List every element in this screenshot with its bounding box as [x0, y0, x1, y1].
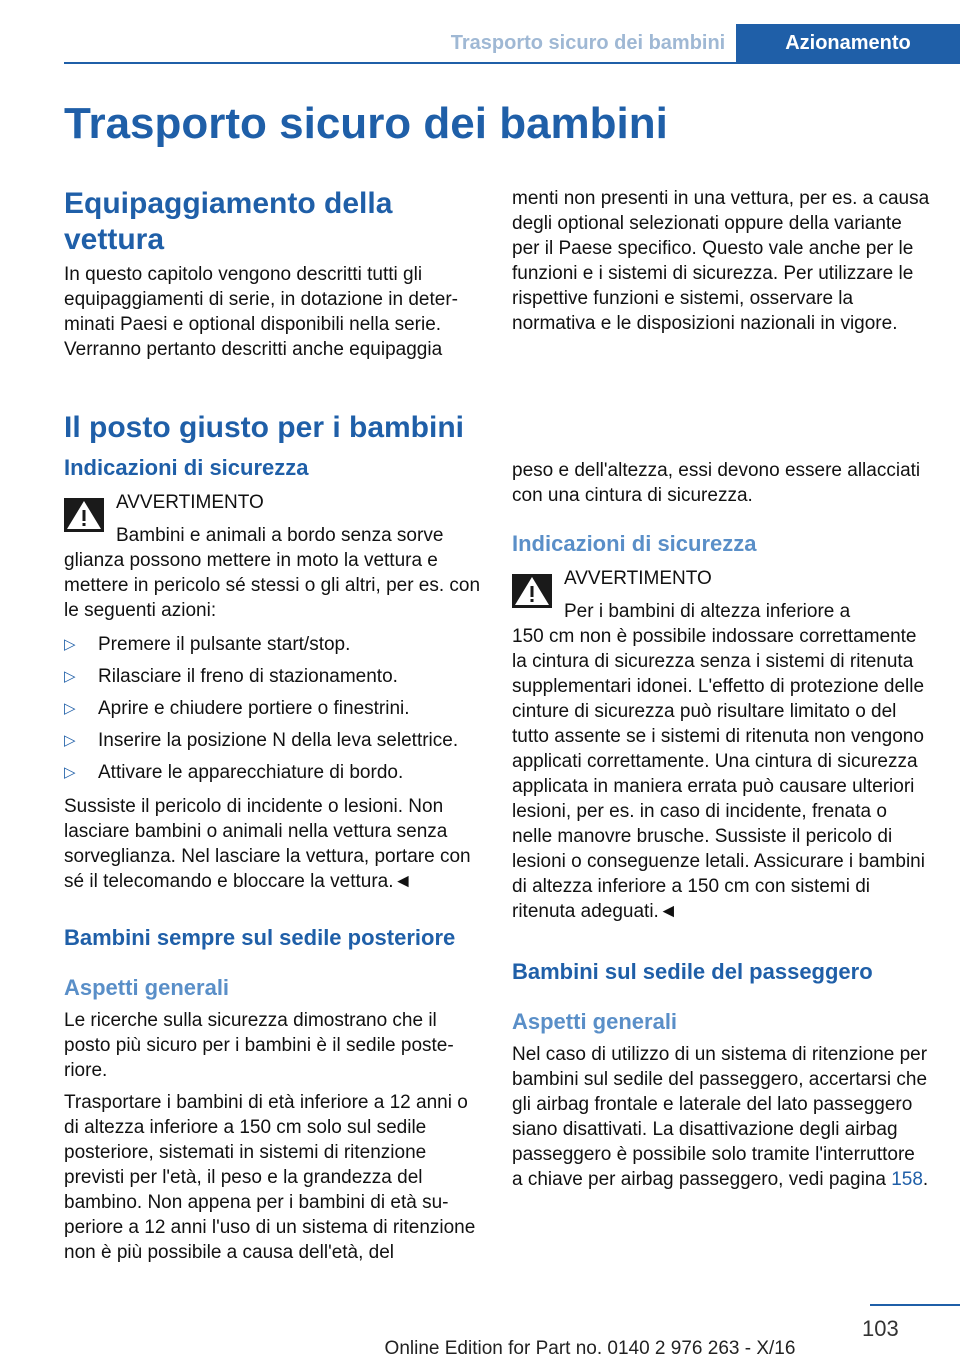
- page-title: Trasporto sicuro dei bambini: [64, 99, 668, 148]
- warning-first-line: Bambini e animali a bordo senza sorve: [116, 525, 444, 546]
- equipment-heading: [64, 186, 484, 258]
- rear-seat-heading: Bambini sempre sul sedile posteriore: [64, 925, 456, 950]
- triangle-bullet-icon: ▷: [64, 700, 76, 717]
- equipment-heading-line1: Equipaggiamento della: [64, 187, 393, 220]
- triangle-bullet-icon: ▷: [64, 668, 76, 685]
- list-item: ▷ Attivare le apparecchiature di bordo.: [64, 762, 404, 783]
- page-number: 103: [862, 1316, 899, 1341]
- equipment-text-right: menti non presenti in una vettura, per es. a causa degli optional selezionati oppure della variante per il Paese specifico. Questo vale anche per le funzioni e i sistemi di sicurezza. Per utilizzare le rispettive funzioni e sistemi, osservare la normativa e le disposizioni nazionali in vigore.: [512, 188, 930, 334]
- header-section-title: Trasporto sicuro dei bambini: [450, 32, 726, 54]
- hazard-text: Sussiste il pericolo di incidente o lesioni. Non lasciare bambini o animali nella vettura senza sorveglianza. Nel lasciare la vettura, portare con sé il telecomando e bloccare la vettura.◄: [64, 796, 471, 892]
- equipment-text-left: In questo capitolo vengono descritti tutti gli equipaggiamenti di serie, in dotazione in determinati Paesi e optional disponibili nella serie. Verranno pertanto descritti anche equipaggia: [64, 264, 458, 360]
- rear-seat-paragraph-1: Le ricerche sulla sicurezza dimostrano che il posto più sicuro per i bambini è il sedile posteriore.: [64, 1010, 454, 1081]
- right-safety-heading: Indicazioni di sicurezza: [512, 531, 757, 556]
- rear-seat-general-heading: Aspetti generali: [64, 975, 230, 1000]
- warning-first-line: Per i bambini di altezza inferiore a: [564, 601, 851, 622]
- right-warning-text: 150 cm non è possibile indossare correttamente la cintura di sicurezza senza i sistemi di ritenuta supplementari idonei. L'effetto di protezione delle cinture di sicurezza può risultare limitato o del tutto assente se i sistemi di ritenuta non vengono applicati correttamente. Una cintura di sicurezza applicata in maniera errata può causare ulteriori lesioni, per es. in caso di incidente, frenata o nelle manovre brusche. Sussiste il pericolo di lesioni o conseguenze letali. Assicurare i bambini di altezza inferiore a 150 cm con sistemi di ritenuta adeguati.◄: [512, 626, 925, 922]
- triangle-bullet-icon: ▷: [64, 764, 76, 781]
- list-item: ▷ Premere il pulsante start/stop.: [64, 634, 351, 655]
- warning-title: AVVERTIMENTO: [564, 568, 712, 589]
- action-list: [64, 632, 484, 792]
- rear-seat-paragraph-2: Trasportare i bambini di età inferiore a 12 anni o di altezza inferiore a 150 cm solo sul sedile posteriore, sistemati in sistemi di ritenzione previsti per l'età, il peso e la grandezza del bambino. Non appena per i bambini di età superiore a 12 anni l'uso di un sistema di ritenzione non è più possibile a causa dell'età, del: [64, 1092, 476, 1263]
- equipment-heading-line2: vettura: [64, 223, 165, 256]
- rear-seat-paragraph-2-continued: peso e dell'altezza, essi devono essere allacciati con una cintura di sicurezza.: [512, 460, 921, 506]
- list-item: ▷ Inserire la posizione N della leva selettrice.: [64, 730, 459, 751]
- footer-edition: Online Edition for Part no. 0140 2 976 263 - X/16: [384, 1338, 796, 1359]
- footer-rule: [870, 1304, 960, 1306]
- list-item: ▷ Rilasciare il freno di stazionamento.: [64, 666, 398, 687]
- place-safety-heading: Indicazioni di sicurezza: [64, 455, 309, 480]
- triangle-bullet-icon: ▷: [64, 636, 76, 653]
- passenger-seat-general-heading: Aspetti generali: [512, 1009, 678, 1034]
- warning-title: AVVERTIMENTO: [116, 492, 264, 513]
- page-reference-link[interactable]: 158: [891, 1169, 923, 1190]
- place-heading: Il posto giusto per i bambini: [64, 411, 465, 444]
- header-chapter-tab[interactable]: Azionamento: [736, 24, 960, 64]
- list-item: ▷ Aprire e chiudere portiere o finestrini.: [64, 698, 410, 719]
- warning-icon: [64, 498, 104, 532]
- header-rule: [64, 62, 960, 64]
- warning-icon: [512, 574, 552, 608]
- warning-text: glianza possono mettere in moto la vettura e mettere in pericolo sé stessi o gli altri, per es. con le seguenti azioni:: [64, 550, 481, 621]
- passenger-seat-heading: Bambini sul sedile del passeggero: [512, 959, 873, 984]
- triangle-bullet-icon: ▷: [64, 732, 76, 749]
- passenger-seat-text: Nel caso di utilizzo di un sistema di ritenzione per bambini sul sedile del passeggero, accertarsi che gli airbag frontale e laterale del lato passeggero siano disattivati. La disattivazione degli airbag passeggero è possibile solo tramite l'interruttore a chiave per airbag passeggero, vedi pagina 158.: [512, 1044, 929, 1190]
